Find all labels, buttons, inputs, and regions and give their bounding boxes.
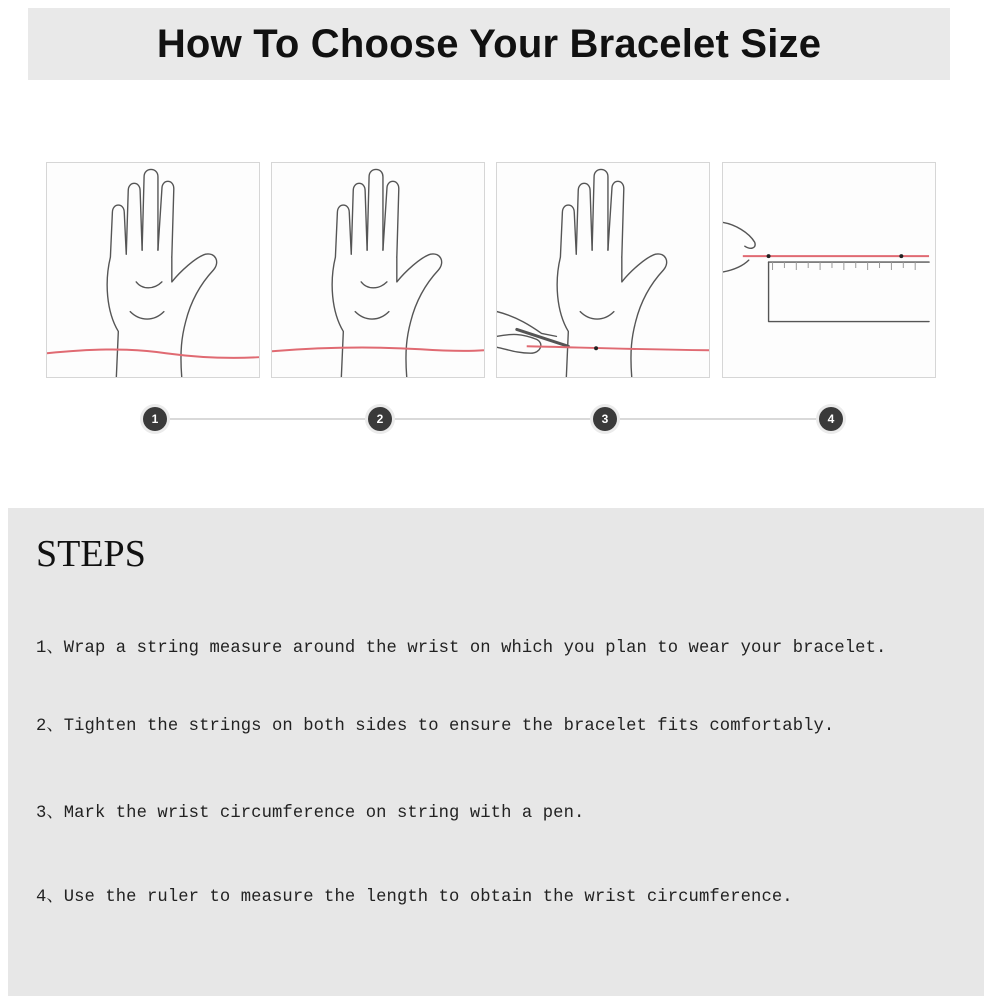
step-marker-2: 2: [368, 407, 392, 431]
hand-marking-string-icon: [497, 163, 709, 377]
illustration-step-2: [271, 162, 485, 378]
step-text-3: 3、Mark the wrist circumference on string with a pen.: [36, 804, 585, 823]
step-timeline: [0, 398, 988, 442]
hand-with-string-icon: [47, 163, 259, 377]
step-marker-3: 3: [593, 407, 617, 431]
illustration-step-1: [46, 162, 260, 378]
illustration-step-3: [496, 162, 710, 378]
step-text-1: 1、Wrap a string measure around the wrist on which you plan to wear your bracelet.: [36, 639, 887, 658]
steps-panel: [8, 508, 984, 996]
illustration-step-4: [722, 162, 936, 378]
title-banner: [28, 8, 950, 80]
steps-heading: STEPS: [36, 533, 146, 575]
hand-tightening-string-icon: [272, 163, 484, 377]
string-on-ruler-icon: [723, 163, 935, 377]
page-title: How To Choose Your Bracelet Size: [156, 21, 822, 66]
step-text-2: 2、Tighten the strings on both sides to ensure the bracelet fits comfortably.: [36, 717, 835, 736]
step-marker-1: 1: [143, 407, 167, 431]
step-text-4: 4、Use the ruler to measure the length to obtain the wrist circumference.: [36, 888, 793, 907]
timeline-line: [155, 418, 833, 420]
step-marker-4: 4: [819, 407, 843, 431]
